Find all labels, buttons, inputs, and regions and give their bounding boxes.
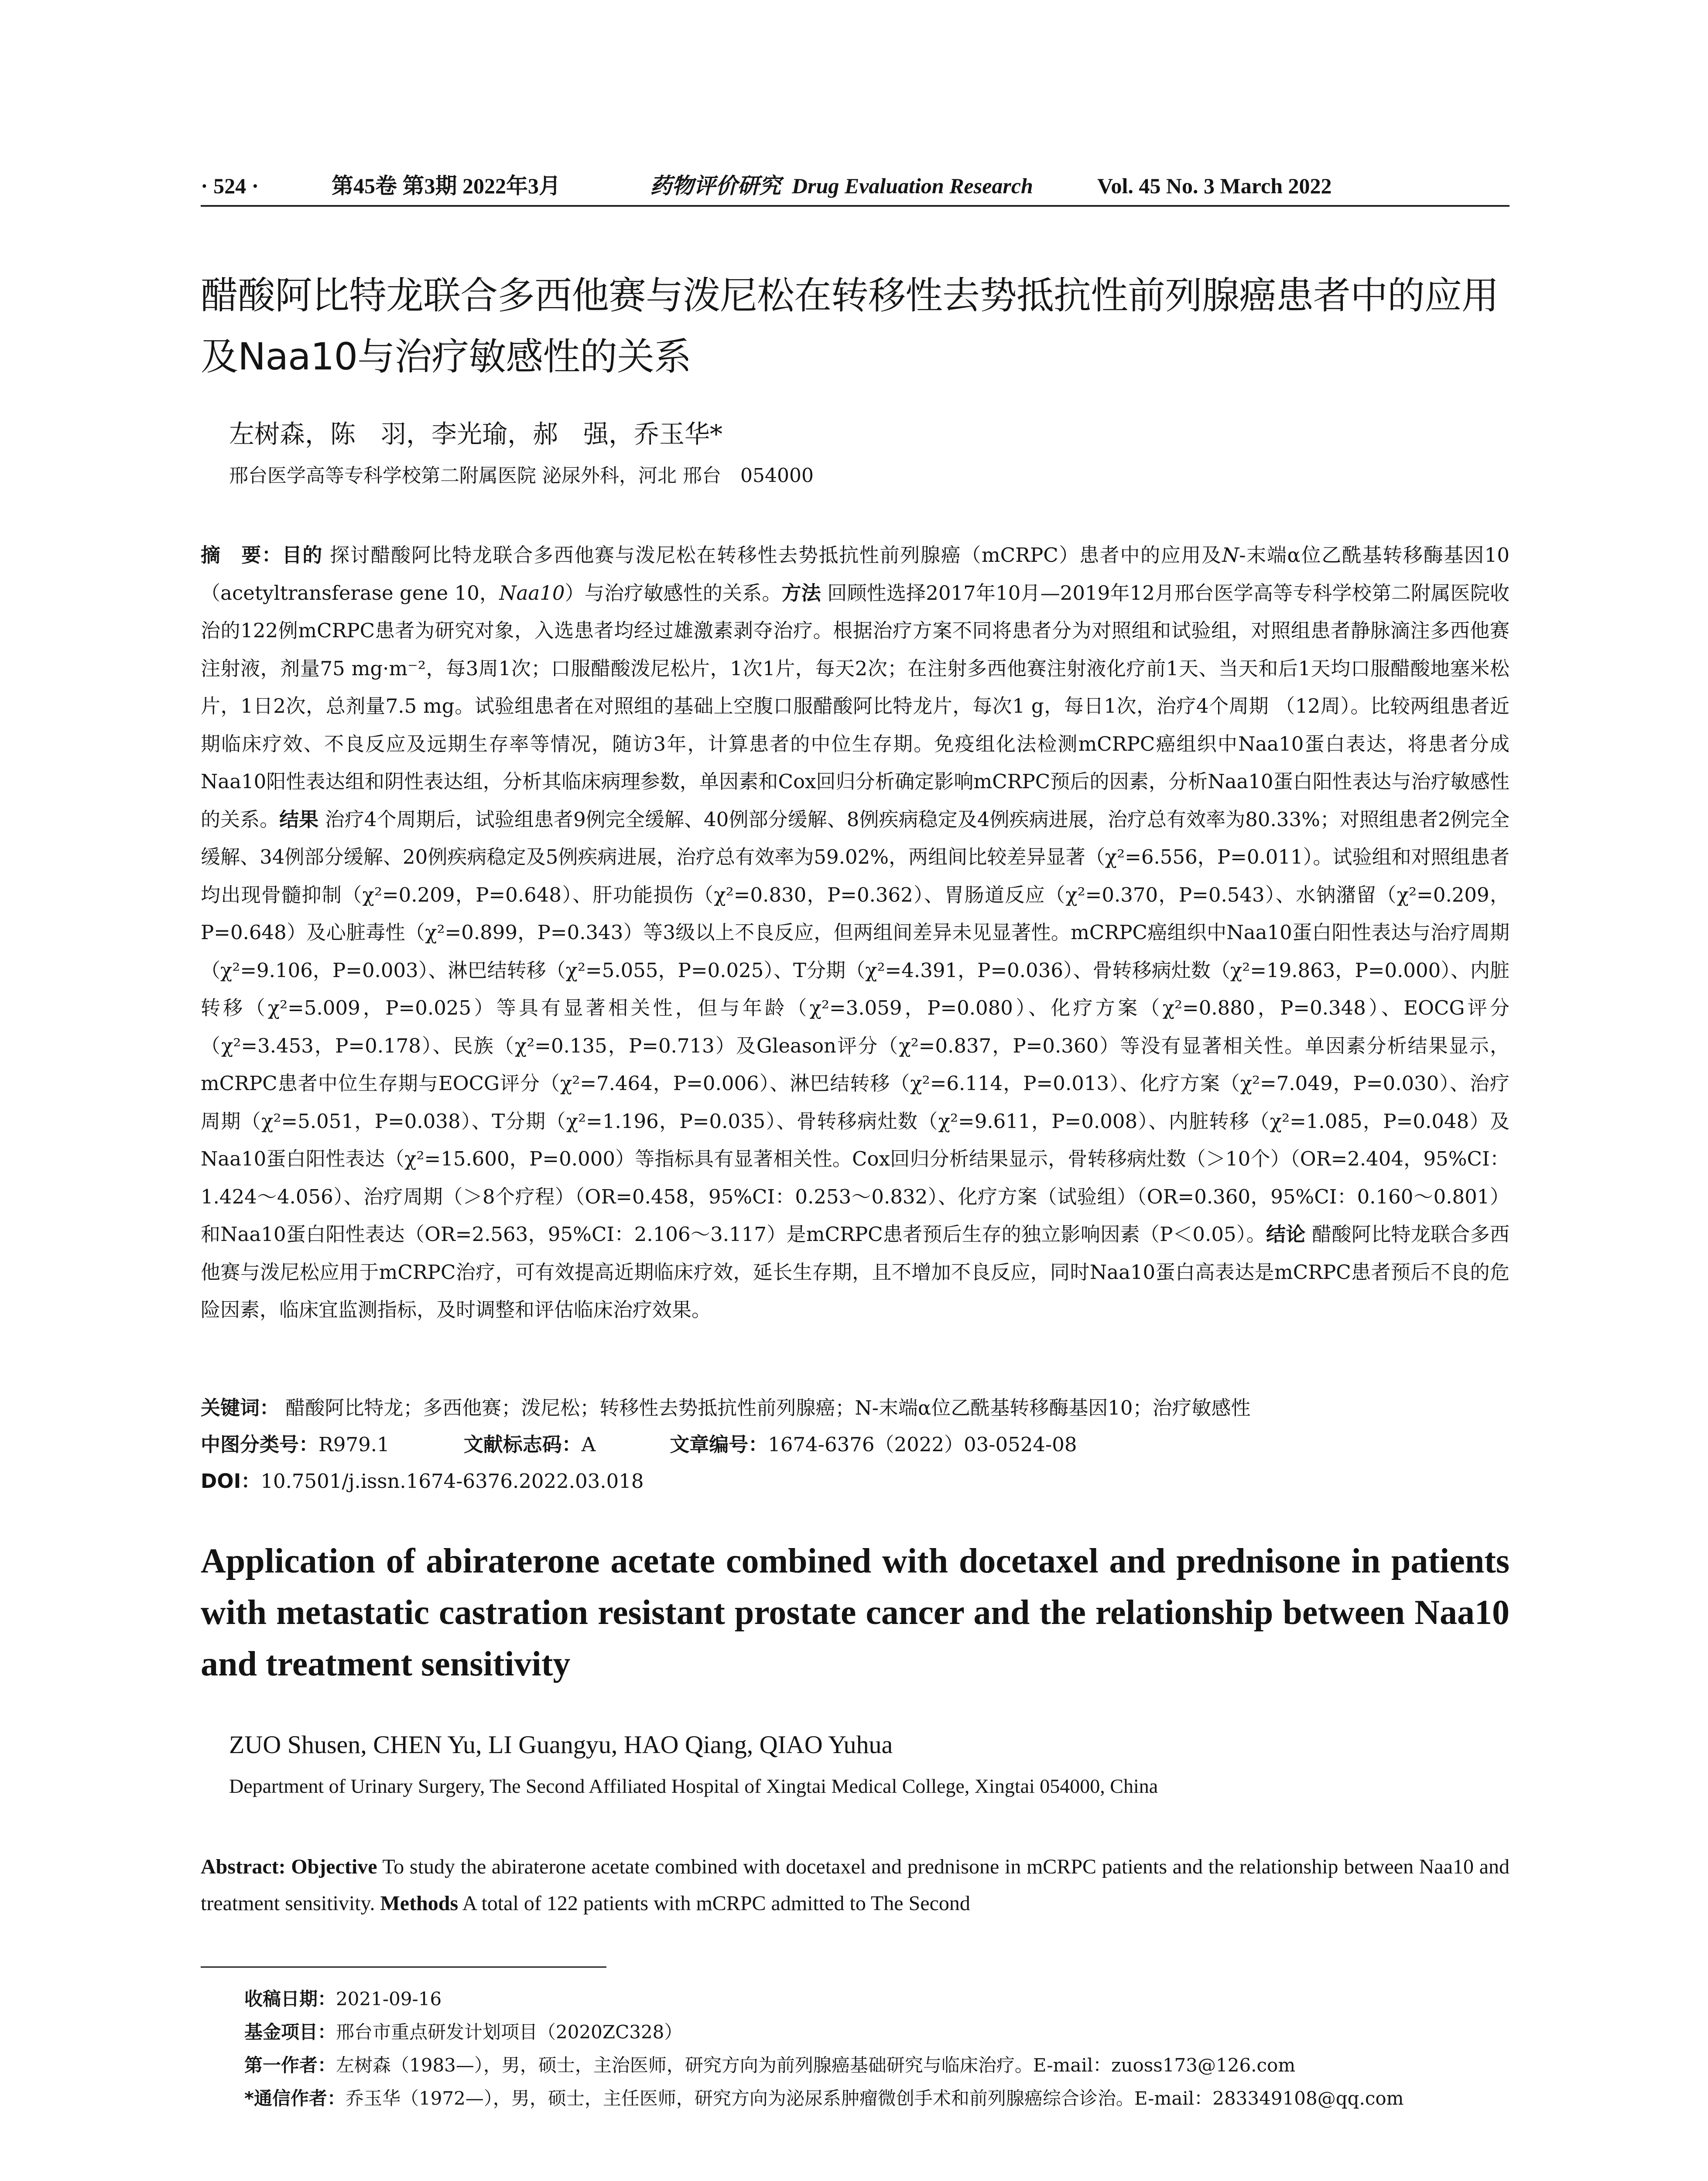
cn-classification xyxy=(201,1427,1509,1462)
en-objective-label: Objective xyxy=(291,1855,377,1878)
en-objective-text: To study the abiraterone acetate combined with docetaxel and prednisone in mCRPC patients and the relationship between Naa10 and treatment sensitivity. xyxy=(201,1855,1509,1915)
doi-label: DOI： xyxy=(201,1470,261,1493)
article-no-value: 1674-6376（2022）03-0524-08 xyxy=(768,1433,1077,1456)
clc-label: 中图分类号： xyxy=(201,1433,319,1456)
clc-value: R979.1 xyxy=(318,1433,390,1456)
fund-label: 基金项目： xyxy=(244,2021,336,2043)
en-title: Application of abiraterone acetate combined with docetaxel and prednisone in patients with metastatic castration resistant prostate cancer and the relationship between Naa10 and treatment sensitivity xyxy=(201,1542,1509,1683)
header-rule xyxy=(201,205,1509,207)
journal-logo-cn: 药物评价研究 xyxy=(650,173,781,198)
first-author-label: 第一作者： xyxy=(244,2055,336,2076)
en-abstract xyxy=(201,1849,1509,1922)
article-no-label: 文章编号： xyxy=(670,1433,768,1456)
en-methods-label: Methods xyxy=(380,1892,459,1915)
journal-name-en: Drug Evaluation Research xyxy=(792,174,1033,198)
abstract-label: 摘 要： xyxy=(201,544,282,567)
received-value: 2021-09-16 xyxy=(336,1988,442,2010)
keywords-label: 关键词： xyxy=(201,1396,280,1419)
objective-gene: Naa10 xyxy=(499,581,565,605)
objective-text-2: -末端α位乙酰基转移酶基因10（acetyltransferase gene 10， xyxy=(201,544,1509,605)
footnote-fund xyxy=(244,2016,1553,2049)
running-header xyxy=(201,166,1509,206)
cn-affiliation: 邢台医学高等专科学校第二附属医院 泌尿外科，河北 邢台 054000 xyxy=(229,465,814,487)
corresponding-value: 乔玉华（1972—），男，硕士，主任医师，研究方向为泌尿系肿瘤微创手术和前列腺癌综合诊治。E-mail：283349108@qq.com xyxy=(345,2088,1404,2109)
results-label: 结果 xyxy=(279,807,319,831)
cn-title: 醋酸阿比特龙联合多西他赛与泼尼松在转移性去势抵抗性前列腺癌患者中的应用及Naa10与治疗敏感性的关系 xyxy=(201,274,1499,379)
first-author-value: 左树森（1983—），男，硕士，主治医师，研究方向为前列腺癌基础研究与临床治疗。E-mail：zuoss173@126.com xyxy=(336,2055,1296,2076)
methods-label: 方法 xyxy=(781,581,821,605)
footnote-received xyxy=(244,1983,1553,2016)
en-abstract-label: Abstract: xyxy=(201,1855,286,1878)
doc-code-value: A xyxy=(581,1433,596,1456)
issue-en: Vol. 45 No. 3 March 2022 xyxy=(1097,174,1332,198)
fund-value: 邢台市重点研发计划项目（2020ZC328） xyxy=(336,2021,683,2043)
received-label: 收稿日期： xyxy=(244,1988,336,2010)
cn-keywords xyxy=(201,1391,1509,1426)
footnotes xyxy=(244,1983,1553,2115)
objective-text: 探讨醋酸阿比特龙联合多西他赛与泼尼松在转移性去势抵抗性前列腺癌（mCRPC）患者中的应用及 xyxy=(330,544,1222,567)
conclusion-text: 醋酸阿比特龙联合多西他赛与泼尼松应用于mCRPC治疗，可有效提高近期临床疗效，延长生存期，且不增加不良反应，同时Naa10蛋白高表达是mCRPC患者预后不良的危险因素，临床宜监测指标，及时调整和评估临床治疗效果。 xyxy=(201,1223,1509,1321)
footnote-rule xyxy=(201,1966,606,1968)
en-authors: ZUO Shusen, CHEN Yu, LI Guangyu, HAO Qiang, QIAO Yuhua xyxy=(229,1730,893,1759)
corresponding-label: *通信作者： xyxy=(244,2088,346,2109)
methods-text: 回顾性选择2017年10月—2019年12月邢台医学高等专科学校第二附属医院收治的122例mCRPC患者为研究对象，入选患者均经过雄激素剥夺治疗。根据治疗方案不同将患者分为对照组和试验组，对照组患者静脉滴注多西他赛注射液，剂量75 mg·m⁻²，每3周1次；口服醋酸泼尼松片，1次1片，每天2次；在注射多西他赛注射液化疗前1天、当天和后1天均口服醋酸地塞米松片，1日2次，总剂量7.5 mg。试验组患者在对照组的基础上空腹口服醋酸阿比特龙片，每次1 g，每日1次，治疗4个周期 （12周）。比较两组患者近期临床疗效、不良反应及远期生存率等情况，随访3年，计算患者的中位生存期。免疫组化法检测mCRPC癌组织中Naa10蛋白表达，将患者分成Naa10阳性表达组和阴性表达组，分析其临床病理参数，单因素和Cox回归分析确定影响mCRPC预后的因素，分析Naa10蛋白阳性表达与治疗敏感性的关系。 xyxy=(201,581,1509,831)
en-methods-text: A total of 122 patients with mCRPC admitted to The Second xyxy=(462,1892,970,1915)
doi-value: 10.7501/j.issn.1674-6376.2022.03.018 xyxy=(260,1470,644,1493)
cn-abstract xyxy=(201,537,1509,1329)
results-text: 治疗4个周期后，试验组患者9例完全缓解、40例部分缓解、8例疾病稳定及4例疾病进展，治疗总有效率为80.33%；对照组患者2例完全缓解、34例部分缓解、20例疾病稳定及5例疾病进展，治疗总有效率为59.02%，两组间比较差异显著（χ²=6.556，P=0.011）。试验组和对照组患者均出现骨髓抑制（χ²=0.209，P=0.648）、肝功能损伤（χ²=0.830，P=0.362）、胃肠道反应（χ²=0.370，P=0.543）、水钠潴留（χ²=0.209，P=0.648）及心脏毒性（χ²=0.899，P=0.343）等3级以上不良反应，但两组间差异未见显著性。mCRPC癌组织中Naa10蛋白阳性表达与治疗周期（χ²=9.106，P=0.003）、淋巴结转移（χ²=5.055，P=0.025）、T分期（χ²=4.391，P=0.036）、骨转移病灶数（χ²=19.863，P=0.000）、内脏转移（χ²=5.009，P=0.025）等具有显著相关性，但与年龄（χ²=3.059，P=0.080）、化疗方案（χ²=0.880，P=0.348）、EOCG评分（χ²=3.453，P=0.178）、民族（χ²=0.135，P=0.713）及Gleason评分（χ²=0.837，P=0.360）等没有显著相关性。单因素分析结果显示，mCRPC患者中位生存期与EOCG评分（χ²=7.464，P=0.006）、淋巴结转移（χ²=6.114，P=0.013）、化疗方案（χ²=7.049，P=0.030）、治疗周期（χ²=5.051，P=0.038）、T分期（χ²=1.196，P=0.035）、骨转移病灶数（χ²=9.611，P=0.008）、内脏转移（χ²=1.085，P=0.048）及Naa10蛋白阳性表达（χ²=15.600，P=0.000）等指标具有显著相关性。Cox回归分析结果显示，骨转移病灶数（＞10个）（OR=2.404，95%CI：1.424～4.056）、治疗周期（＞8个疗程）（OR=0.458，95%CI：0.253～0.832）、化疗方案（试验组）（OR=0.360，95%CI：0.160～0.801）和Naa10蛋白阳性表达（OR=2.563，95%CI：2.106～3.117）是mCRPC患者预后生存的独立影响因素（P＜0.05）。 xyxy=(201,807,1509,1246)
objective-text-3: ）与治疗敏感性的关系。 xyxy=(565,581,782,605)
cn-doi xyxy=(201,1464,644,1499)
page-number: · 524 · xyxy=(201,174,259,198)
keywords-text: 醋酸阿比特龙；多西他赛；泼尼松；转移性去势抵抗性前列腺癌；N-末端α位乙酰基转移酶基因10；治疗敏感性 xyxy=(285,1396,1251,1419)
conclusion-label: 结论 xyxy=(1266,1223,1306,1246)
footnote-corresponding xyxy=(244,2082,1553,2115)
objective-label: 目的 xyxy=(282,544,323,567)
doc-code-label: 文献标志码： xyxy=(463,1433,582,1456)
objective-n: N xyxy=(1222,544,1239,567)
footnote-first-author xyxy=(244,2049,1553,2082)
cn-authors: 左树森，陈 羽，李光瑜，郝 强，乔玉华* xyxy=(229,419,723,449)
en-affiliation: Department of Urinary Surgery, The Second Affiliated Hospital of Xingtai Medical College, Xingtai 054000, China xyxy=(229,1775,1158,1797)
issue-cn: 第45卷 第3期 2022年3月 xyxy=(332,174,561,198)
